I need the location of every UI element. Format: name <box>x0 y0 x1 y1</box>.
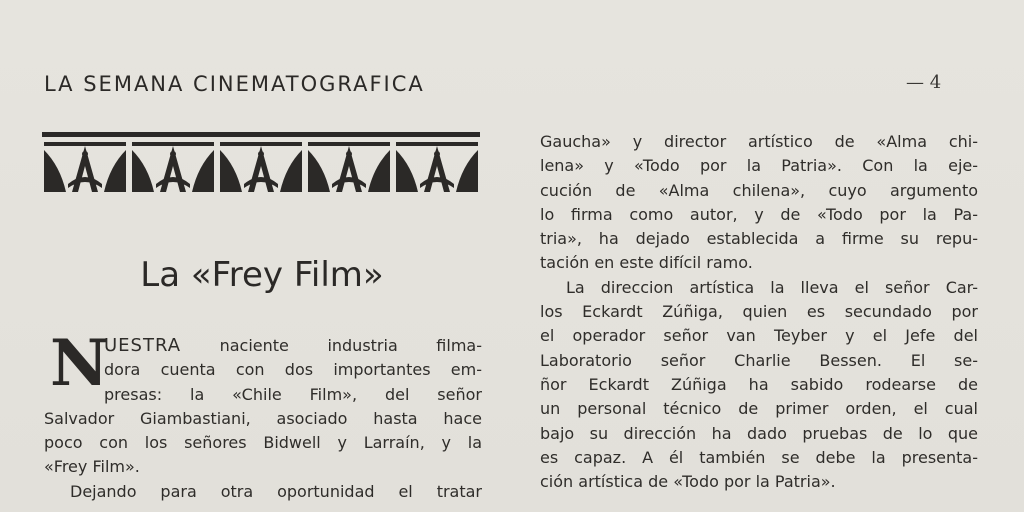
text-line: Gaucha» y director artístico de «Alma chi- <box>540 132 978 151</box>
text-line: La direccion artística la lleva el señor Car- <box>566 277 978 297</box>
text-line: los Eckardt Zúñiga, quien es secundado por <box>540 302 978 322</box>
text-line: «Frey Film». <box>44 457 140 477</box>
right-column <box>540 130 978 494</box>
art-nouveau-ornament <box>42 132 480 194</box>
text-line: Dejando para otra oportunidad el tratar <box>70 481 482 501</box>
text-line: dora cuenta con dos importantes em- <box>104 360 482 380</box>
dropcap-lines <box>104 334 482 383</box>
text-line: poco con los señores Bidwell y Larraín, y la <box>44 433 482 453</box>
text-line: Salvador Giambastiani, asociado hasta hace <box>44 408 482 428</box>
text-line: ñor Eckardt Zúñiga ha sabido rodearse de <box>540 374 978 394</box>
text-line: es capaz. A él también se debe la presenta- <box>540 447 978 467</box>
text-line: un personal técnico de primer orden, el cual <box>540 399 978 419</box>
text-line: ción artística de «Todo por la Patria». <box>540 472 836 492</box>
text-line: el operador señor van Teyber y el Jefe del <box>540 326 978 346</box>
page-number: — 4 <box>906 72 942 93</box>
text-line: bajo su dirección ha dado pruebas de lo que <box>540 423 978 443</box>
dropcap-letter: N <box>50 326 109 401</box>
running-head: LA SEMANA CINEMATOGRAFICA <box>44 72 425 96</box>
article-title: La «Frey Film» <box>140 255 384 295</box>
ornament-unit <box>44 142 126 192</box>
text-line: Laboratorio señor Charlie Bessen. El se- <box>540 350 978 370</box>
text-line: tria», ha dejado establecida a firme su repu- <box>540 229 978 249</box>
lead-word: UESTRA <box>104 335 182 356</box>
text-line: lena» y «Todo por la Patria». Con la eje- <box>540 156 978 176</box>
text-fragment: naciente industria filma- <box>219 336 482 355</box>
text-line <box>104 334 482 358</box>
text-line: presas: la «Chile Film», del señor <box>104 384 482 404</box>
left-column <box>44 326 482 504</box>
text-line: tación en este difícil ramo. <box>540 253 753 273</box>
text-line: lo firma como autor, y de «Todo por la Pa- <box>540 204 978 224</box>
text-line: cución de «Alma chilena», cuyo argumento <box>540 180 978 200</box>
